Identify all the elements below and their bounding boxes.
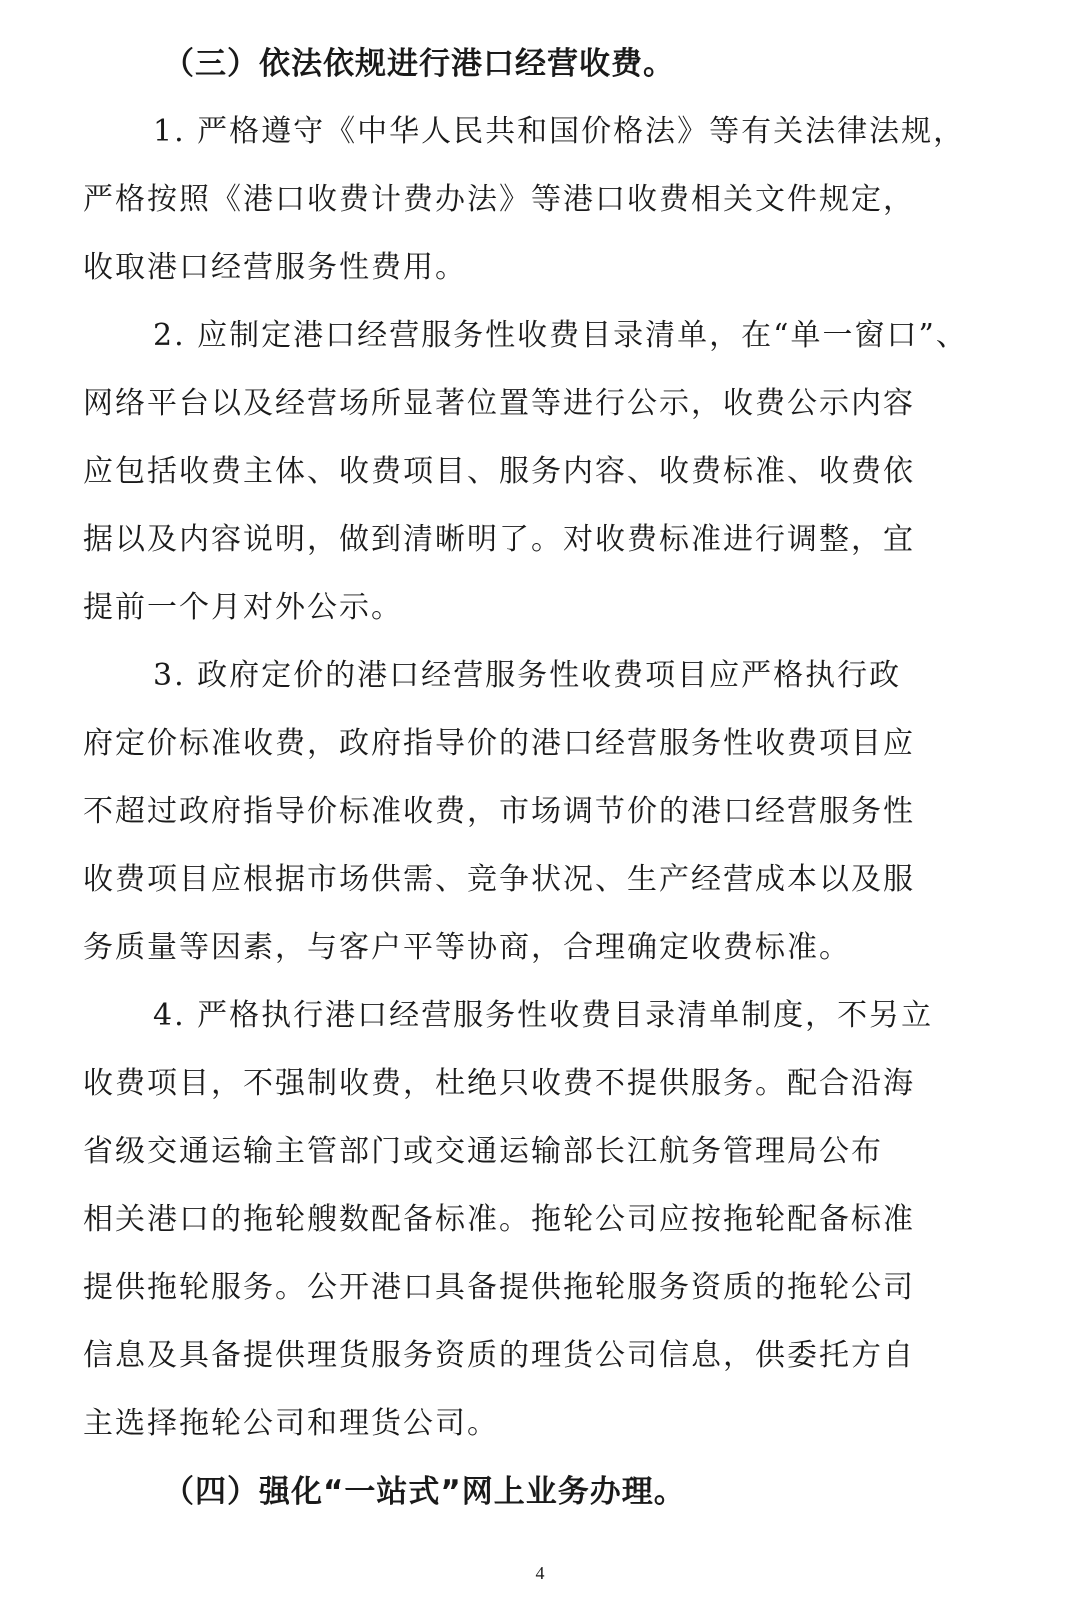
paragraph-2 [83, 302, 988, 642]
paragraph-line: 主选择拖轮公司和理货公司。 [83, 1406, 499, 1441]
paragraph-line: 信息及具备提供理货服务资质的理货公司信息，供委托方自 [83, 1338, 915, 1373]
paragraph-line: 2. 应制定港口经营服务性收费目录清单，在“单一窗口”、 [153, 318, 968, 353]
paragraph-line: 收费项目，不强制收费，杜绝只收费不提供服务。配合沿海 [83, 1066, 915, 1101]
paragraph-line: 3. 政府定价的港口经营服务性收费项目应严格执行政 [153, 658, 902, 693]
paragraph-line: 务质量等因素，与客户平等协商，合理确定收费标准。 [83, 930, 851, 965]
paragraph-line: 提供拖轮服务。公开港口具备提供拖轮服务资质的拖轮公司 [83, 1270, 915, 1305]
paragraph-line: 据以及内容说明，做到清晰明了。对收费标准进行调整，宜 [83, 522, 915, 557]
paragraph-line: 收费项目应根据市场供需、竞争状况、生产经营成本以及服 [83, 862, 915, 897]
paragraph-line: 相关港口的拖轮艘数配备标准。拖轮公司应按拖轮配备标准 [83, 1202, 915, 1237]
paragraph-line: 4. 严格执行港口经营服务性收费目录清单制度，不另立 [153, 998, 934, 1033]
paragraph-3 [83, 642, 988, 982]
paragraph-line: 府定价标准收费，政府指导价的港口经营服务性收费项目应 [83, 726, 915, 761]
paragraph-line: 收取港口经营服务性费用。 [83, 250, 467, 285]
paragraph-line: 省级交通运输主管部门或交通运输部长江航务管理局公布 [83, 1134, 883, 1169]
paragraph-1 [83, 98, 988, 302]
paragraph-line: 严格按照《港口收费计费办法》等港口收费相关文件规定， [83, 182, 915, 217]
section-heading-4: （四）强化“一站式”网上业务办理。 [163, 1474, 686, 1510]
section-heading-3: （三）依法依规进行港口经营收费。 [163, 46, 675, 82]
document-body [83, 30, 988, 1526]
page-number: 4 [535, 1563, 545, 1583]
paragraph-line: 网络平台以及经营场所显著位置等进行公示，收费公示内容 [83, 386, 915, 421]
paragraph-4 [83, 982, 988, 1458]
paragraph-line: 1. 严格遵守《中华人民共和国价格法》等有关法律法规， [153, 114, 966, 149]
paragraph-line: 应包括收费主体、收费项目、服务内容、收费标准、收费依 [83, 454, 915, 489]
paragraph-line: 提前一个月对外公示。 [83, 590, 403, 625]
paragraph-line: 不超过政府指导价标准收费，市场调节价的港口经营服务性 [83, 794, 915, 829]
